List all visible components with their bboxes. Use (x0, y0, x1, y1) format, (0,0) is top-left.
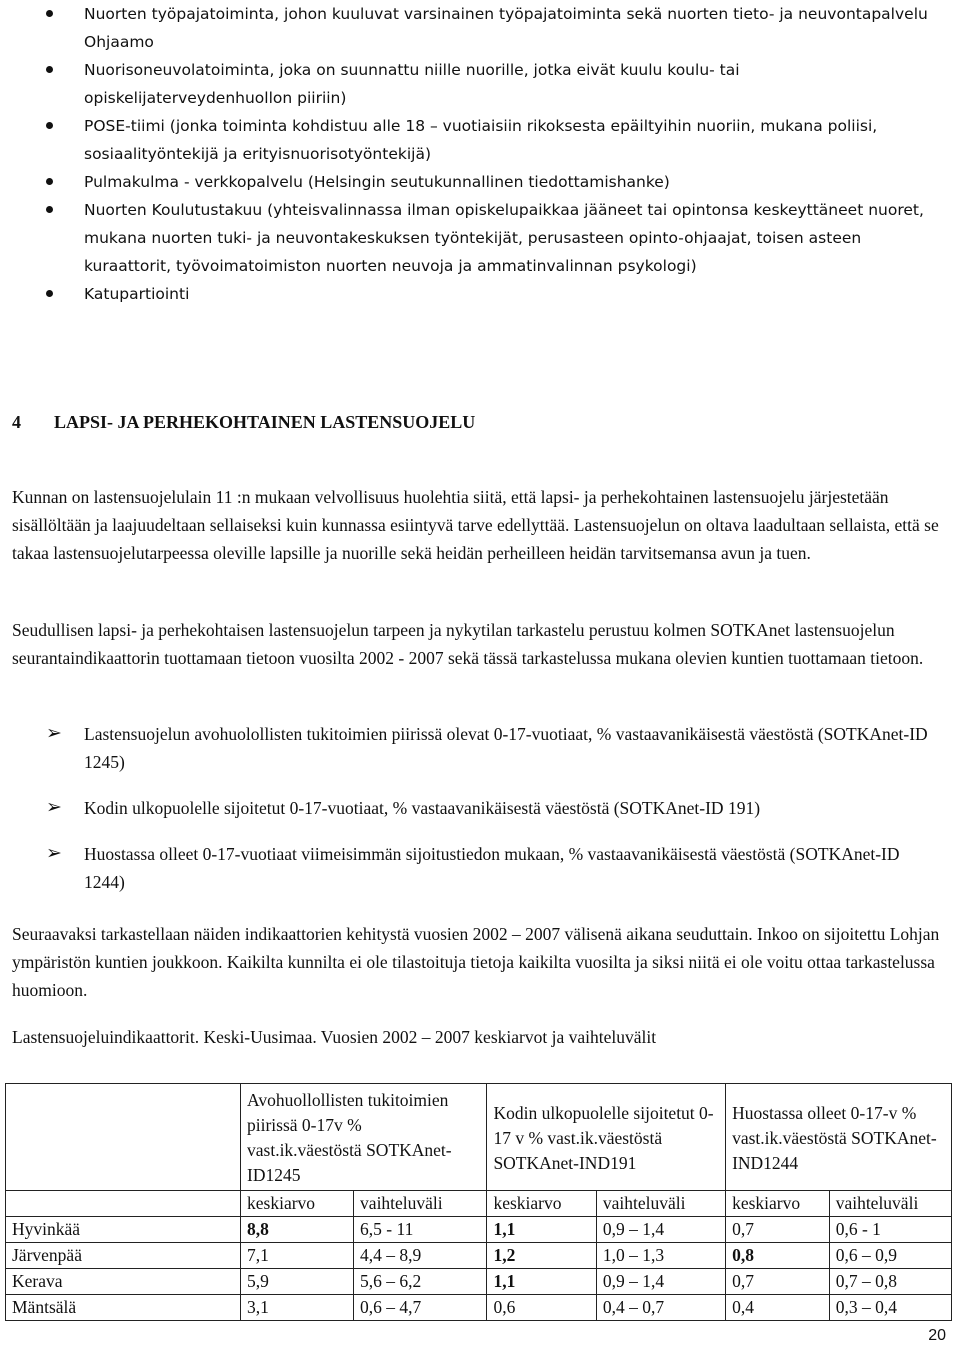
indicator-table (5, 1083, 952, 1321)
table-row (6, 1295, 952, 1321)
table-cell: 0,6 – 4,7 (354, 1295, 487, 1321)
page-number: 20 (928, 1327, 946, 1344)
column-header: vaihteluväli (829, 1191, 951, 1217)
column-header: keskiarvo (241, 1191, 354, 1217)
bullet-icon (46, 178, 53, 185)
column-header: vaihteluväli (354, 1191, 487, 1217)
paragraph-intro: Kunnan on lastensuojelulain 11 :n mukaan velvollisuus huolehtia siitä, että lapsi- ja perhekohtainen lastensuojelu järjestetään sisällöltään ja laajuudeltaan sellaiseksi kuin kunnassa esiintyvä tarve edellyttää. Lastensuojelun on oltava laadultaan sellaista, että se takaa lastensuojelutarpeessa oleville lapsille ja nuorille sekä heidän perheilleen heidän tarvitsemansa avun ja tuen. (12, 487, 939, 563)
table-cell: 5,6 – 6,2 (354, 1269, 487, 1295)
list-item: Nuorten Koulutustakuu (yhteisvalinnassa ilman opiskelupaikkaa jääneet tai opintonsa keskeyttäneet nuoret, mukana nuorten tuki- ja neuvontakeskuksen työntekijät, perusasteen opinto-ohjaajat, toisen asteen kuraattorit, työvoimatoimiston nuorten neuvoja ja ammatinvalinnan psykologi) (12, 196, 942, 280)
table-cell: 8,8 (241, 1217, 354, 1243)
paragraph-sotkanet: Seudullisen lapsi- ja perhekohtaisen lastensuojelun tarpeen ja nykytilan tarkastelu perustuu kolmen SOTKAnet lastensuojelun seurantaindikaattorin tuottamaan tietoon vuosilta 2002 - 2007 sekä tässä tarkastelussa mukana olevien kuntien tuottamaan tietoon. (12, 620, 924, 668)
table-cell: 0,4 – 0,7 (596, 1295, 725, 1321)
indicator-list (12, 720, 942, 914)
table-cell: 0,9 – 1,4 (596, 1217, 725, 1243)
table-cell: 1,2 (487, 1243, 596, 1269)
table-cell: 1,1 (487, 1217, 596, 1243)
table-cell: 0,4 (726, 1295, 830, 1321)
table-cell: 1,1 (487, 1269, 596, 1295)
table-cell: 3,1 (241, 1295, 354, 1321)
bullet-icon (46, 66, 53, 73)
list-item: Katupartiointi (12, 280, 942, 308)
column-header: vaihteluväli (596, 1191, 725, 1217)
column-header: keskiarvo (487, 1191, 596, 1217)
column-header: keskiarvo (726, 1191, 830, 1217)
column-group-header: Huostassa olleet 0-17-v % vast.ik.väestöstä SOTKAnet-IND1244 (726, 1084, 952, 1191)
table-cell: 0,7 (726, 1269, 830, 1295)
arrow-bullet-icon: ➢ (46, 843, 62, 864)
table-cell: 0,8 (726, 1243, 830, 1269)
table-cell: 0,9 – 1,4 (596, 1269, 725, 1295)
table-row (6, 1269, 952, 1295)
table-cell: 5,9 (241, 1269, 354, 1295)
table-cell: 1,0 – 1,3 (596, 1243, 725, 1269)
table-row (6, 1243, 952, 1269)
row-label: Kerava (6, 1269, 241, 1295)
section-title: LAPSI- JA PERHEKOHTAINEN LASTENSUOJELU (54, 412, 476, 432)
table-cell: 0,7 – 0,8 (829, 1269, 951, 1295)
table-subheader-row (6, 1191, 952, 1217)
section-heading (12, 408, 942, 436)
list-item: ➢ Lastensuojelun avohuolollisten tukitoimien piirissä olevat 0-17-vuotiaat, % vastaavanikäisestä väestöstä (SOTKAnet-ID 1245) (12, 720, 942, 776)
bullet-icon (46, 10, 53, 17)
table-cell: 0,6 – 0,9 (829, 1243, 951, 1269)
table-cell: 0,6 (487, 1295, 596, 1321)
row-label: Hyvinkää (6, 1217, 241, 1243)
list-item: Nuorisoneuvolatoiminta, joka on suunnattu niille nuorille, jotka eivät kuulu koulu- tai opiskelijaterveydenhuollon piiriin) (12, 56, 942, 112)
arrow-bullet-icon: ➢ (46, 797, 62, 818)
column-group-header: Avohuollollisten tukitoimien piirissä 0-17v % vast.ik.väestöstä SOTKAnet-ID1245 (241, 1084, 487, 1191)
table-cell: 7,1 (241, 1243, 354, 1269)
table-cell: 0,6 - 1 (829, 1217, 951, 1243)
table-cell: 6,5 - 11 (354, 1217, 487, 1243)
section-number: 4 (12, 412, 21, 432)
table-cell: 0,7 (726, 1217, 830, 1243)
list-item: Pulmakulma - verkkopalvelu (Helsingin seutukunnallinen tiedottamishanke) (12, 168, 942, 196)
arrow-bullet-icon: ➢ (46, 723, 62, 744)
list-item: ➢ Huostassa olleet 0-17-vuotiaat viimeisimmän sijoitustiedon mukaan, % vastaavanikäisestä väestöstä (SOTKAnet-ID 1244) (12, 840, 942, 896)
paragraph-review: Seuraavaksi tarkastellaan näiden indikaattorien kehitystä vuosien 2002 – 2007 välisenä aikana seuduttain. Inkoo on sijoitettu Lohjan ympäristön kuntien joukkoon. Kaikilta kunnilta ei ole tilastoituja tietoja kaikilta vuosilta ja siksi niitä ei ole voitu ottaa tarkastelussa huomioon. (12, 924, 940, 1000)
table-cell: 0,3 – 0,4 (829, 1295, 951, 1321)
bullet-icon (46, 206, 53, 213)
list-item: ➢ Kodin ulkopuolelle sijoitetut 0-17-vuotiaat, % vastaavanikäisestä väestöstä (SOTKAnet-ID 191) (12, 794, 942, 822)
table-caption: Lastensuojeluindikaattorit. Keski-Uusimaa. Vuosien 2002 – 2007 keskiarvot ja vaihteluvälit (12, 1027, 657, 1047)
table-cell: 4,4 – 8,9 (354, 1243, 487, 1269)
row-label: Järvenpää (6, 1243, 241, 1269)
table-cell (6, 1191, 241, 1217)
list-item: Nuorten työpajatoiminta, johon kuuluvat varsinainen työpajatoiminta sekä nuorten tieto- ja neuvontapalvelu Ohjaamo (12, 0, 942, 56)
bullet-icon (46, 122, 53, 129)
row-label: Mäntsälä (6, 1295, 241, 1321)
table-corner-cell (6, 1084, 241, 1191)
table-row (6, 1217, 952, 1243)
list-item: POSE-tiimi (jonka toiminta kohdistuu alle 18 – vuotiaisiin rikoksesta epäiltyihin nuoriin, mukana poliisi, sosiaalityöntekijä ja erityisnuorisotyöntekijä) (12, 112, 942, 168)
column-group-header: Kodin ulkopuolelle sijoitetut 0-17 v % vast.ik.väestöstä SOTKAnet-IND191 (487, 1084, 726, 1191)
bullet-list (12, 0, 942, 308)
bullet-icon (46, 290, 53, 297)
table-header-row (6, 1084, 952, 1191)
